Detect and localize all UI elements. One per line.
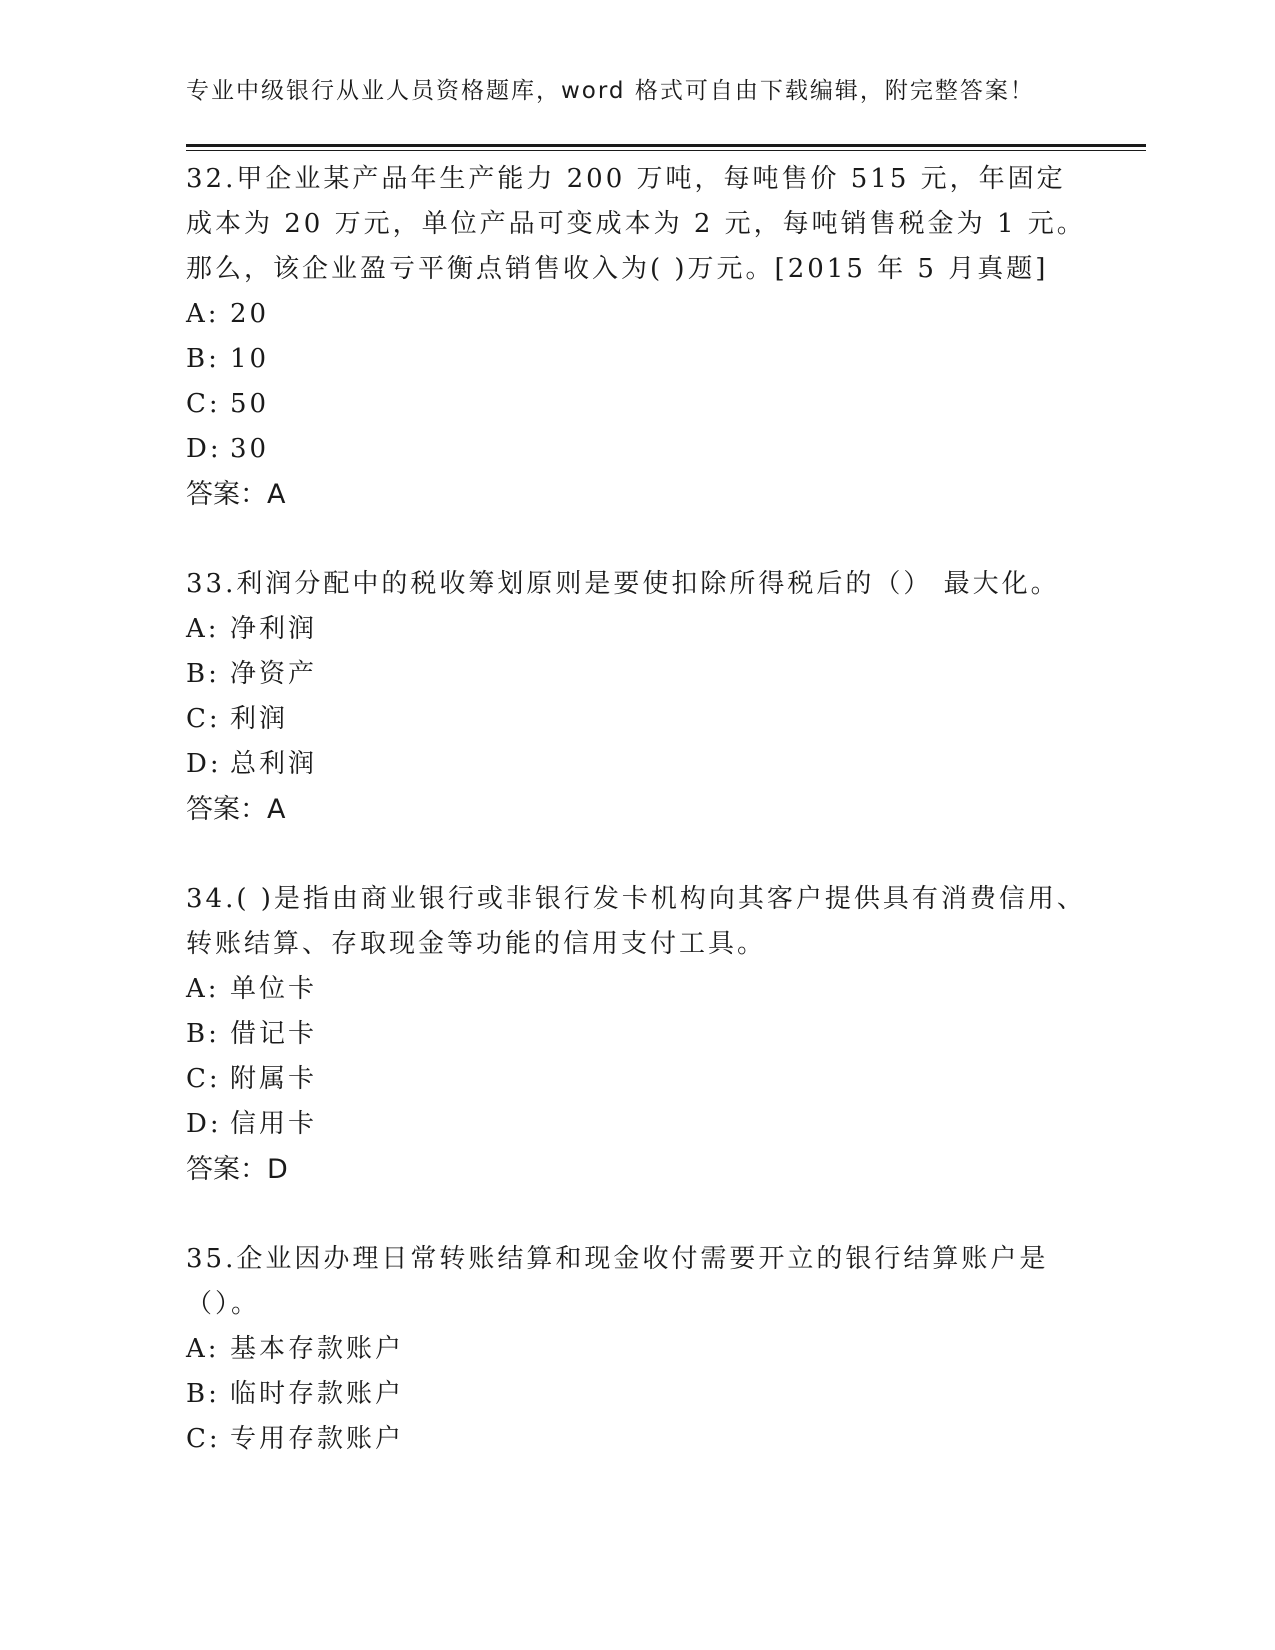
answer-line: 答案：A <box>186 794 286 825</box>
option-a <box>186 967 1086 1012</box>
question-stem: 32.甲企业某产品年生产能力 200 万吨，每吨售价 515 元，年固定成本为 20 万元，单位产品可变成本为 2 元，每吨销售税金为 1 元。那么，该企业盈亏平衡点销售收入为( )万元。[2015 年 5 月真题] <box>186 164 1086 284</box>
option-d <box>186 742 1086 787</box>
option-text: 净资产 <box>230 659 318 689</box>
option-text: 单位卡 <box>230 974 318 1004</box>
option-text: 10 <box>230 344 270 374</box>
option-text: 20 <box>230 299 270 329</box>
option-a <box>186 607 1086 652</box>
header-rule-thick <box>186 144 1146 147</box>
option-c <box>186 1417 1086 1462</box>
question-34 <box>186 877 1086 1193</box>
answer-line: 答案：D <box>186 1154 288 1185</box>
option-d <box>186 1102 1086 1147</box>
question-32 <box>186 157 1086 518</box>
option-d <box>186 427 1086 472</box>
option-text: 附属卡 <box>230 1064 318 1094</box>
option-text: 30 <box>230 434 270 464</box>
option-b <box>186 652 1086 697</box>
header-rule-thin <box>186 150 1146 151</box>
option-text: 专用存款账户 <box>230 1424 405 1454</box>
option-letter: C: <box>186 389 221 419</box>
question-stem: 34.( )是指由商业银行或非银行发卡机构向其客户提供具有消费信用、转账结算、存取现金等功能的信用支付工具。 <box>186 884 1086 959</box>
option-letter: B: <box>186 344 220 374</box>
option-letter: A: <box>186 1334 220 1364</box>
option-b <box>186 337 1086 382</box>
question-stem: 35.企业因办理日常转账结算和现金收付需要开立的银行结算账户是（）。 <box>186 1244 1049 1319</box>
question-list <box>186 157 1086 1506</box>
option-text: 利润 <box>230 704 289 734</box>
option-text: 临时存款账户 <box>230 1379 405 1409</box>
question-35 <box>186 1237 1086 1462</box>
option-text: 借记卡 <box>230 1019 318 1049</box>
option-letter: A: <box>186 614 220 644</box>
answer-line: 答案：A <box>186 479 286 510</box>
page-header: 专业中级银行从业人员资格题库，word 格式可自由下载编辑，附完整答案！ <box>186 78 1035 104</box>
option-a <box>186 292 1086 337</box>
option-letter: B: <box>186 1019 220 1049</box>
option-text: 净利润 <box>230 614 318 644</box>
option-c <box>186 1057 1086 1102</box>
option-letter: C: <box>186 704 221 734</box>
question-33 <box>186 562 1086 833</box>
option-text: 总利润 <box>230 749 318 779</box>
option-c <box>186 697 1086 742</box>
option-letter: C: <box>186 1424 221 1454</box>
option-a <box>186 1327 1086 1372</box>
question-stem: 33.利润分配中的税收筹划原则是要使扣除所得税后的（） 最大化。 <box>186 569 1060 599</box>
option-text: 50 <box>230 389 270 419</box>
option-text: 基本存款账户 <box>230 1334 405 1364</box>
option-letter: D: <box>186 1109 222 1139</box>
option-letter: D: <box>186 434 222 464</box>
option-letter: A: <box>186 299 220 329</box>
option-text: 信用卡 <box>230 1109 318 1139</box>
option-letter: B: <box>186 659 220 689</box>
option-letter: C: <box>186 1064 221 1094</box>
option-b <box>186 1012 1086 1057</box>
option-letter: D: <box>186 749 222 779</box>
option-letter: B: <box>186 1379 220 1409</box>
option-c <box>186 382 1086 427</box>
option-letter: A: <box>186 974 220 1004</box>
option-b <box>186 1372 1086 1417</box>
